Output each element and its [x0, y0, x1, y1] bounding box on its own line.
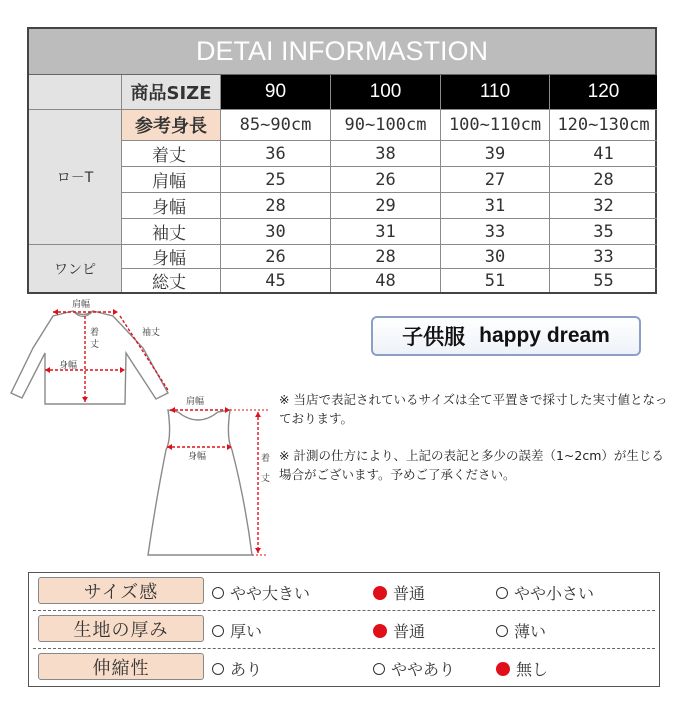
- empty-circle-icon: [496, 587, 508, 599]
- rating-label: 伸縮性: [38, 653, 204, 680]
- table-cell: 38: [331, 141, 441, 167]
- row-label: 袖丈: [122, 219, 221, 245]
- option-text: 無し: [516, 660, 549, 679]
- table-cell: 51: [441, 269, 550, 292]
- table-cell: 33: [550, 245, 657, 269]
- table-cell: 31: [441, 193, 550, 219]
- row-label: 総丈: [122, 269, 221, 292]
- rating-option: [212, 619, 262, 642]
- empty-circle-icon: [212, 625, 224, 637]
- table-cell: 33: [441, 219, 550, 245]
- rating-option-selected: [373, 581, 425, 604]
- dress-width-label: 身幅: [188, 452, 207, 462]
- empty-circle-icon: [212, 587, 224, 599]
- table-title: DETAI INFORMASTION: [29, 29, 655, 75]
- empty-circle-icon: [496, 625, 508, 637]
- option-text: 薄い: [514, 622, 547, 641]
- table-cell: 48: [331, 269, 441, 292]
- dress-measure-diagram: [140, 390, 275, 562]
- length-label-bottom: 丈: [90, 340, 100, 350]
- reference-value: 90~100cm: [331, 110, 441, 141]
- size-col-100: 100: [331, 75, 441, 110]
- group-name-dress: ワンピ: [29, 245, 122, 292]
- table-cell: 30: [441, 245, 550, 269]
- table-cell: 41: [550, 141, 657, 167]
- table-cell: 28: [331, 245, 441, 269]
- length-label-top: 着: [90, 328, 100, 338]
- filled-circle-icon: [373, 586, 387, 600]
- table-cell: 27: [441, 167, 550, 193]
- empty-circle-icon: [373, 663, 385, 675]
- option-text: やや小さい: [514, 584, 595, 603]
- size-col-90: 90: [221, 75, 331, 110]
- reference-value: 85~90cm: [221, 110, 331, 141]
- sleeve-label: 袖丈: [142, 328, 161, 338]
- option-text: やや大きい: [230, 584, 311, 603]
- dress-length-label-bottom: 丈: [261, 474, 271, 484]
- brand-tagline: happy dream: [479, 324, 610, 347]
- dress-length-label-top: 着: [261, 454, 271, 464]
- rating-option: [496, 581, 594, 604]
- rating-label: 生地の厚み: [38, 615, 204, 642]
- shoulder-label: 肩幅: [72, 300, 91, 310]
- rating-option: [212, 581, 310, 604]
- rating-option-selected: [373, 619, 425, 642]
- note-tolerance: ※ 計測の仕方により、上記の表記と多少の誤差（1~2cm）が生じる場合がございます。予めご了承ください。: [279, 448, 664, 482]
- table-cell: 29: [331, 193, 441, 219]
- dress-shoulder-label: 肩幅: [186, 397, 205, 407]
- table-cell: 32: [550, 193, 657, 219]
- rating-row-stretch: [29, 649, 659, 687]
- table-cell: 36: [221, 141, 331, 167]
- reference-value: 120~130cm: [550, 110, 657, 141]
- table-cell: 35: [550, 219, 657, 245]
- table-cell: 39: [441, 141, 550, 167]
- size-col-110: 110: [441, 75, 550, 110]
- option-text: あり: [230, 660, 263, 679]
- fabric-rating-box: [28, 572, 660, 687]
- row-label: 肩幅: [122, 167, 221, 193]
- table-cell: 26: [221, 245, 331, 269]
- option-text: 厚い: [230, 622, 263, 641]
- rating-option: [373, 657, 455, 680]
- option-text: ややあり: [391, 660, 456, 679]
- row-label: 身幅: [122, 245, 221, 269]
- table-cell: 30: [221, 219, 331, 245]
- brand-banner: [371, 316, 641, 356]
- reference-label: 参考身長: [122, 110, 221, 141]
- filled-circle-icon: [373, 624, 387, 638]
- rating-option: [212, 657, 262, 680]
- table-cell: 55: [593, 270, 614, 291]
- width-label: 身幅: [59, 361, 78, 371]
- row-label: 身幅: [122, 193, 221, 219]
- option-text: 普通: [393, 584, 426, 603]
- table-cell: 28: [550, 167, 657, 193]
- table-cell: 26: [331, 167, 441, 193]
- rating-label: サイズ感: [38, 577, 204, 604]
- size-table: [27, 27, 657, 294]
- note-measurement: ※ 当店で表記されているサイズは全て平置きで採寸した実寸値となっております。: [279, 392, 668, 426]
- table-cell: 45: [221, 269, 331, 292]
- rating-row-size: [29, 573, 659, 611]
- rating-option-selected: [496, 657, 548, 680]
- rating-row-thickness: [29, 611, 659, 649]
- dress-outline: [148, 410, 252, 555]
- empty-circle-icon: [212, 663, 224, 675]
- table-cell: 31: [331, 219, 441, 245]
- row-label: 着丈: [122, 141, 221, 167]
- size-header: 商品SIZE: [122, 75, 221, 110]
- filled-circle-icon: [496, 662, 510, 676]
- size-col-120: 120: [550, 75, 657, 110]
- table-cell: 28: [221, 193, 331, 219]
- brand-name: 子供服: [402, 325, 466, 349]
- option-text: 普通: [393, 622, 426, 641]
- group-name-tee: ロ－T: [29, 110, 122, 245]
- table-cell: 25: [221, 167, 331, 193]
- reference-value: 100~110cm: [441, 110, 550, 141]
- corner-cell: [29, 75, 122, 110]
- rating-option: [496, 619, 546, 642]
